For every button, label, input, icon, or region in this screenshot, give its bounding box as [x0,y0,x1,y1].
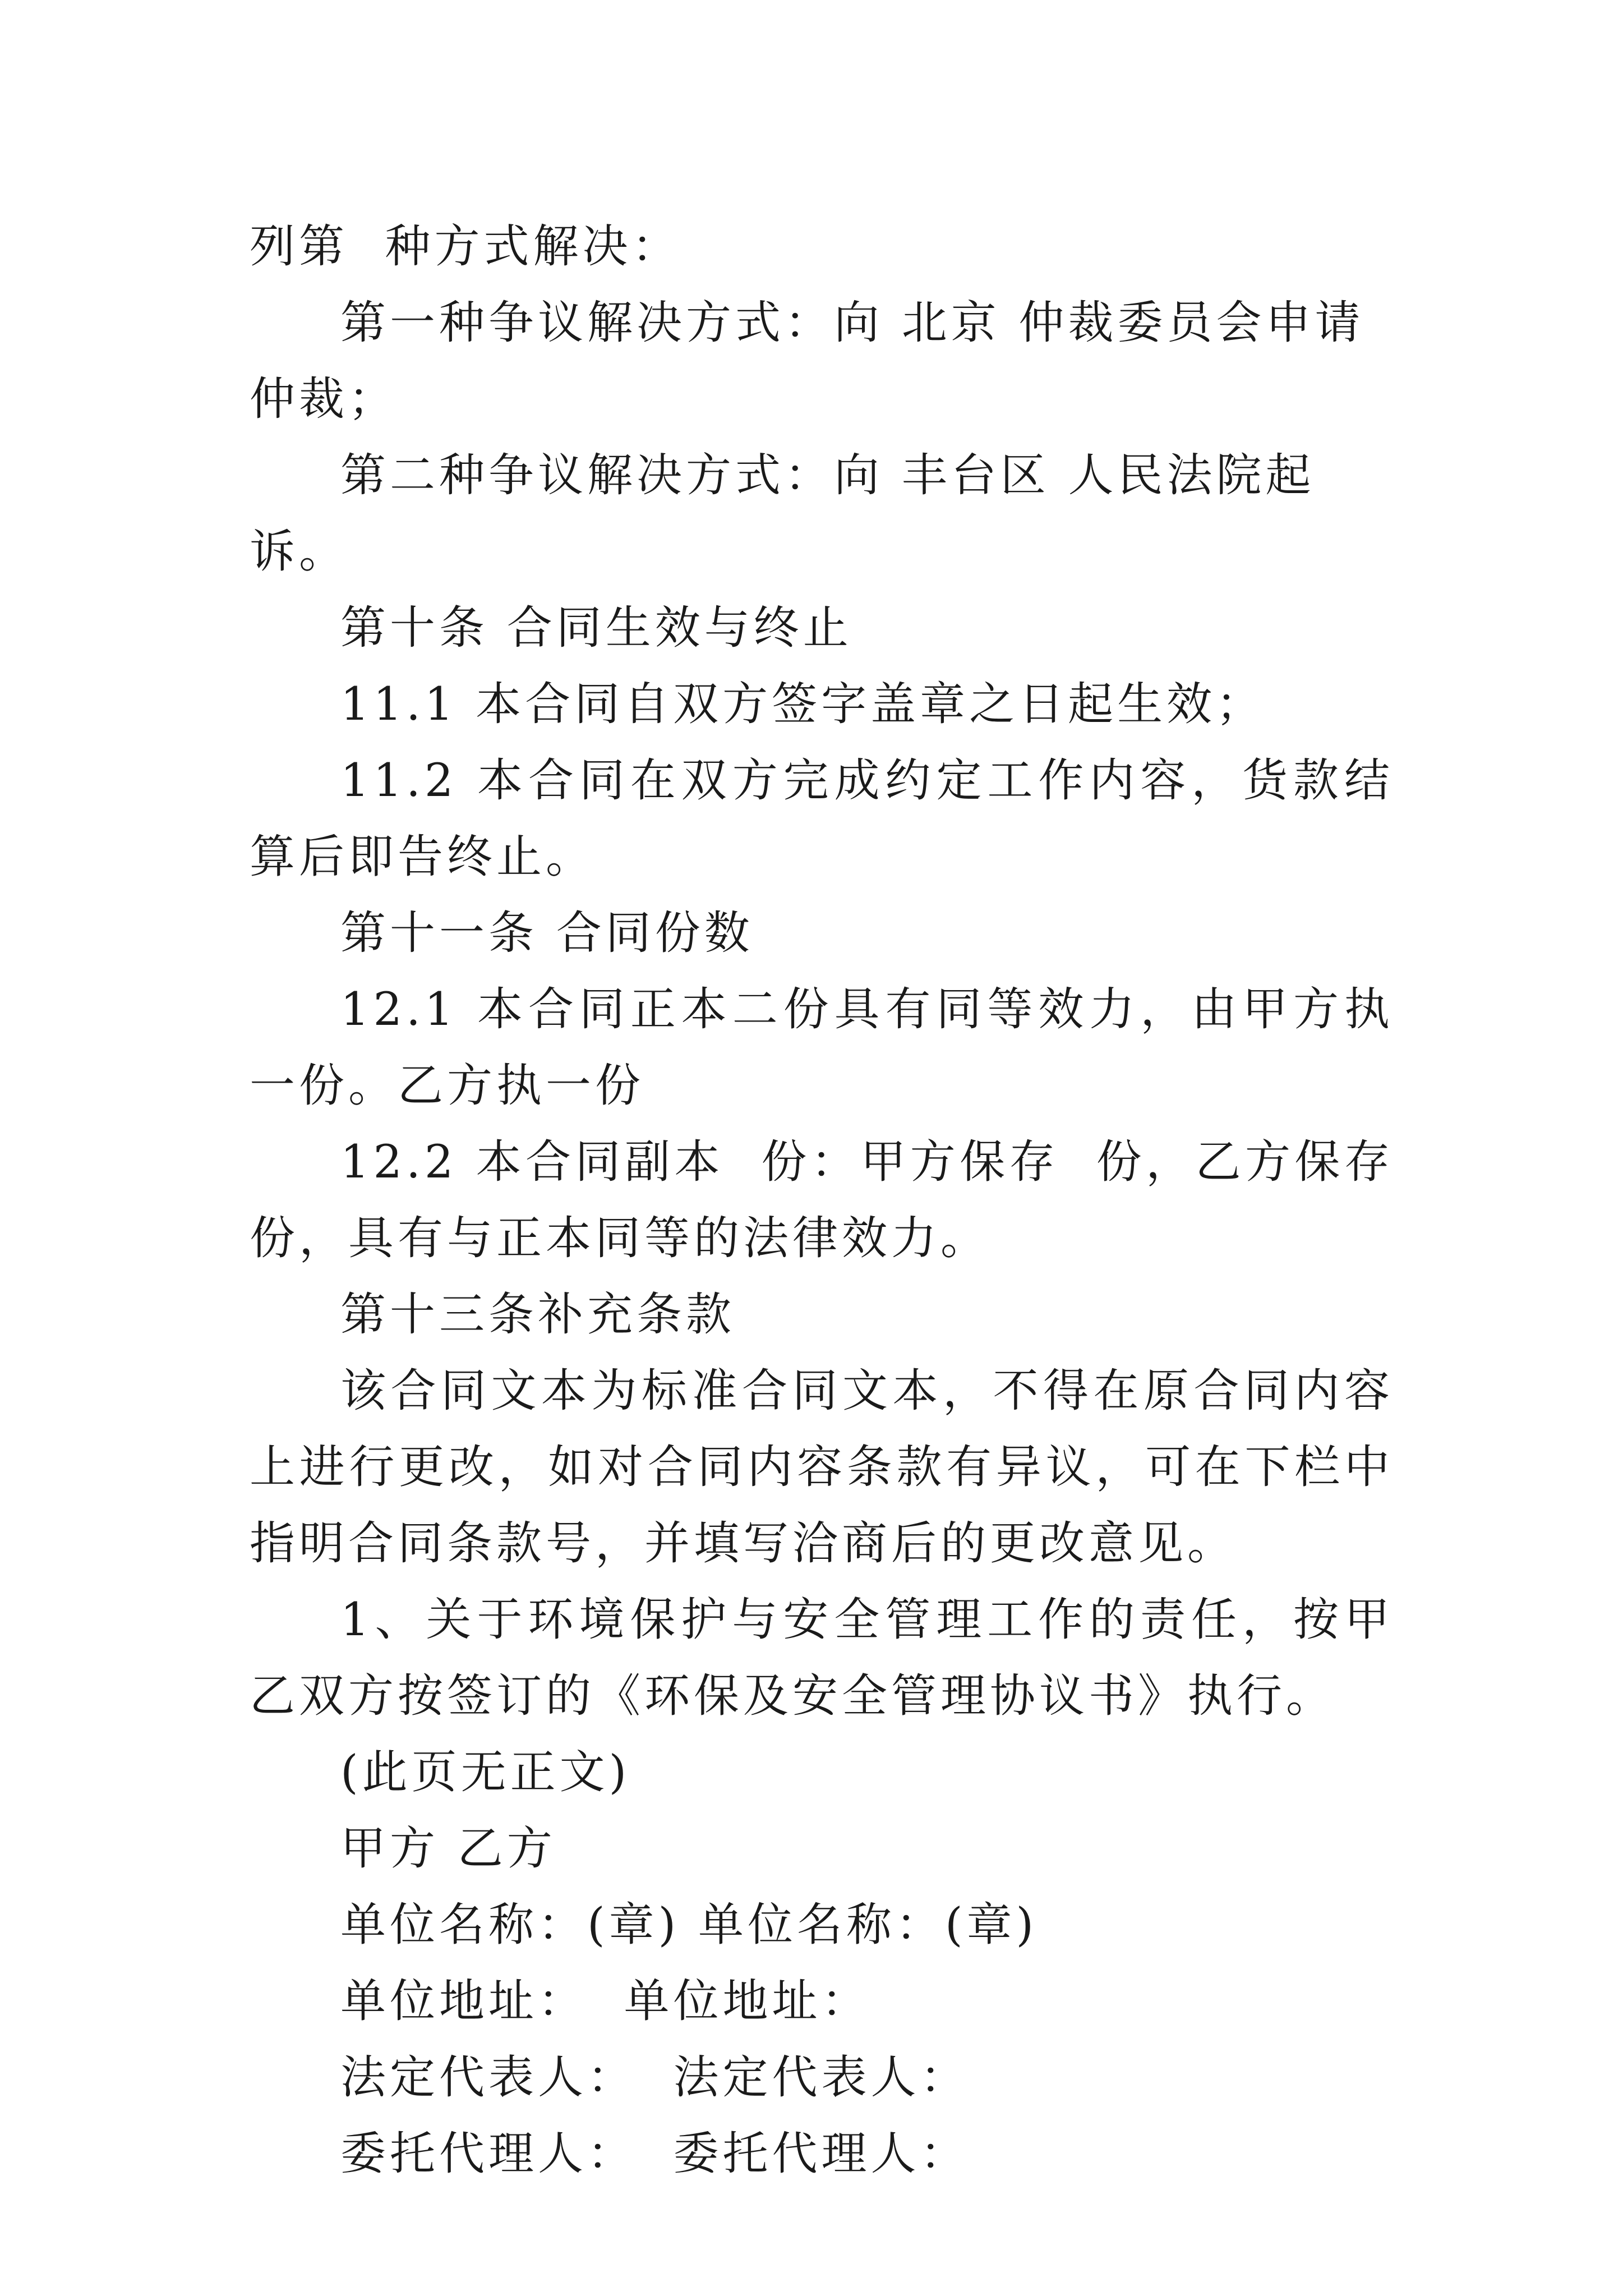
heading-article-11: 第十一条 合同份数 [340,907,754,960]
signature-unit-name: 单位名称：(章) 单位名称：(章) [340,1899,1038,1952]
paragraph-clause-12-2: 12.2 本合同副本 份：甲方保存 份，乙方保存 份，具有与正本同等的法律效力。 [250,1136,1431,1265]
paragraph-no-body-note: (此页无正文) [340,1746,631,1799]
signature-authorized-agent: 委托代理人： 委托代理人： [340,2128,970,2180]
document-body [250,209,1431,2192]
paragraph-environment-safety: 1、关于环境保护与安全管理工作的责任，按甲乙双方按签订的《环保及安全管理协议书》执行。 [250,1594,1394,1723]
paragraph-dispute-method-2: 第二种争议解决方式：向 丰台区 人民法院起诉。 [250,449,1315,578]
paragraph-clause-11-1: 11.1 本合同自双方签字盖章之日起生效； [340,678,1266,731]
paragraph-dispute-method-intro: 列第 种方式解决： [250,220,681,273]
heading-article-13: 第十三条补充条款 [340,1289,736,1341]
signature-unit-address: 单位地址： 单位地址： [340,1975,871,2028]
signature-parties: 甲方 乙方 [340,1823,556,1875]
paragraph-clause-11-2: 11.2 本合同在双方完成约定工作内容，货款结算后即告终止。 [250,754,1394,884]
heading-article-10: 第十条 合同生效与终止 [340,602,852,655]
paragraph-clause-12-1: 12.1 本合同正本二份具有同等效力，由甲方执一份。乙方执一份 [250,983,1394,1112]
paragraph-supplementary-terms: 该合同文本为标准合同文本，不得在原合同内容上进行更改，如对合同内容条款有异议，可在下栏中指明合同条款号，并填写洽商后的更改意见。 [250,1365,1394,1570]
signature-legal-representative: 法定代表人： 法定代表人： [340,2051,970,2104]
paragraph-dispute-method-1: 第一种争议解决方式：向 北京 仲裁委员会申请仲裁； [250,297,1364,426]
